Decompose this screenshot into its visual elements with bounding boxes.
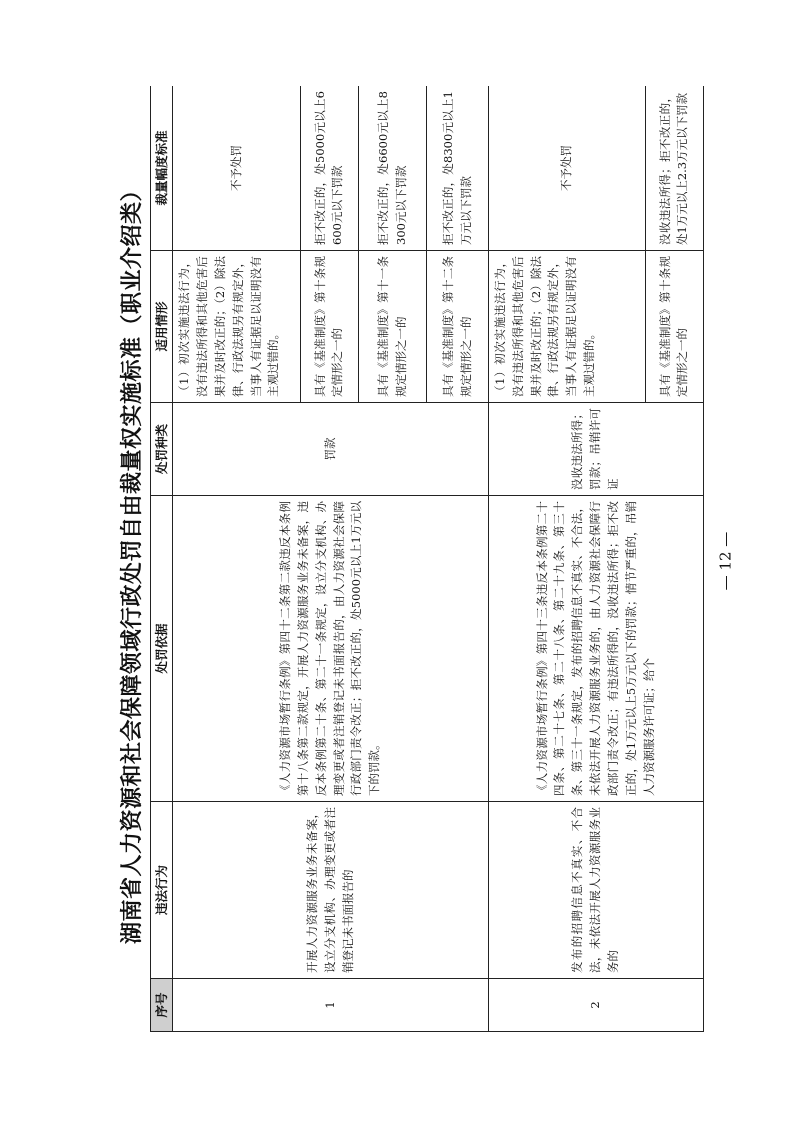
- row2-penalty: 没收违法所得；罚款；吊销许可证: [488, 403, 703, 496]
- table-header-row: [151, 86, 173, 1032]
- row2-basis: 《人力资源市场暂行条例》第四十三条违反本条例第二十四条、第二十七条、第二十八条、第二十九条、第三十条、第三十一条规定，发布的招聘信息不真实、不合法，未依法开展人力资源服务业务的，由人力资源社会保障行政部门责令改正；有违法所得的，没收违法所得；拒不改正的，处1万元以上5万元以下的罚款；情节严重的，吊销人力资源服务许可证；给个: [488, 496, 703, 802]
- row1-standard-4: 拒不改正的，处8300元以上1万元以下罚款: [427, 86, 489, 251]
- row2-situation-2: 具有《基准制度》第十条规定情形之一的: [645, 251, 703, 403]
- row1-standard-3: 拒不改正的，处6600元以上8300元以下罚款: [359, 86, 427, 251]
- header-no: 序号: [151, 979, 173, 1032]
- row1-standard-1: 不予处罚: [173, 86, 301, 251]
- row2-standard-2: 没收违法所得；拒不改正的，处1万元以上2.3万元以下罚款: [645, 86, 703, 251]
- row1-act: 开展人力资源服务业务未备案，设立分支机构、办理变更或者注销登记未书面报告的: [173, 802, 489, 979]
- row2-act: 发布的招聘信息不真实、不合法，未依法开展人力资源服务业务的: [488, 802, 703, 979]
- header-act: 违法行为: [151, 802, 173, 979]
- page-title: 湖南省人力资源和社会保障领域行政处罚自由裁量权实施标准（职业介绍类）: [118, 178, 145, 944]
- header-standard: 裁量幅度标准: [151, 86, 173, 251]
- header-situation: 适用情形: [151, 251, 173, 403]
- penalty-standard-table: [150, 86, 704, 1032]
- row1-situation-1: （1）初次实施违法行为，没有违法所得和其他危害后果并及时改正的；（2）除法律、行政法规另有规定外，当事人有证据足以证明没有主观过错的。: [173, 251, 301, 403]
- row1-situation-2: 具有《基准制度》第十条规定情形之一的: [300, 251, 358, 403]
- table-rotated: [150, 86, 704, 1032]
- row1-standard-2: 拒不改正的，处5000元以上6600元以下罚款: [300, 86, 358, 251]
- header-penalty: 处罚种类: [151, 403, 173, 496]
- header-basis: 处罚依据: [151, 496, 173, 802]
- row1-situation-4: 具有《基准制度》第十二条规定情形之一的: [427, 251, 489, 403]
- table-rotation-frame: [150, 86, 704, 1032]
- page-number-wrap: [705, 0, 745, 1122]
- row1-no: 1: [173, 979, 489, 1032]
- table-row: [173, 86, 301, 1032]
- row2-standard-1: 不予处罚: [488, 86, 645, 251]
- row2-situation-1: （1）初次实施违法行为，没有违法所得和其他危害后果并及时改正的；（2）除法律、行政法规另有规定外，当事人有证据足以证明没有主观过错的。: [488, 251, 645, 403]
- page-title-wrap: [110, 0, 150, 1122]
- row1-penalty: 罚款: [173, 403, 489, 496]
- row1-basis: 《人力资源市场暂行条例》第四十二条第二款违反本条例第十八条第二款规定，开展人力资源服务业务未备案，违反本条例第二十条、第二十一条规定，设立分支机构、办理变更或者注销登记未书面报告的，由人力资源社会保障行政部门责令改正；拒不改正的，处5000元以上1万元以下的罚款。: [173, 496, 489, 802]
- table-row: [488, 86, 645, 1032]
- row2-no: 2: [488, 979, 703, 1032]
- page-number: — 12 —: [716, 531, 734, 591]
- row1-situation-3: 具有《基准制度》第十一条规定情形之一的: [359, 251, 427, 403]
